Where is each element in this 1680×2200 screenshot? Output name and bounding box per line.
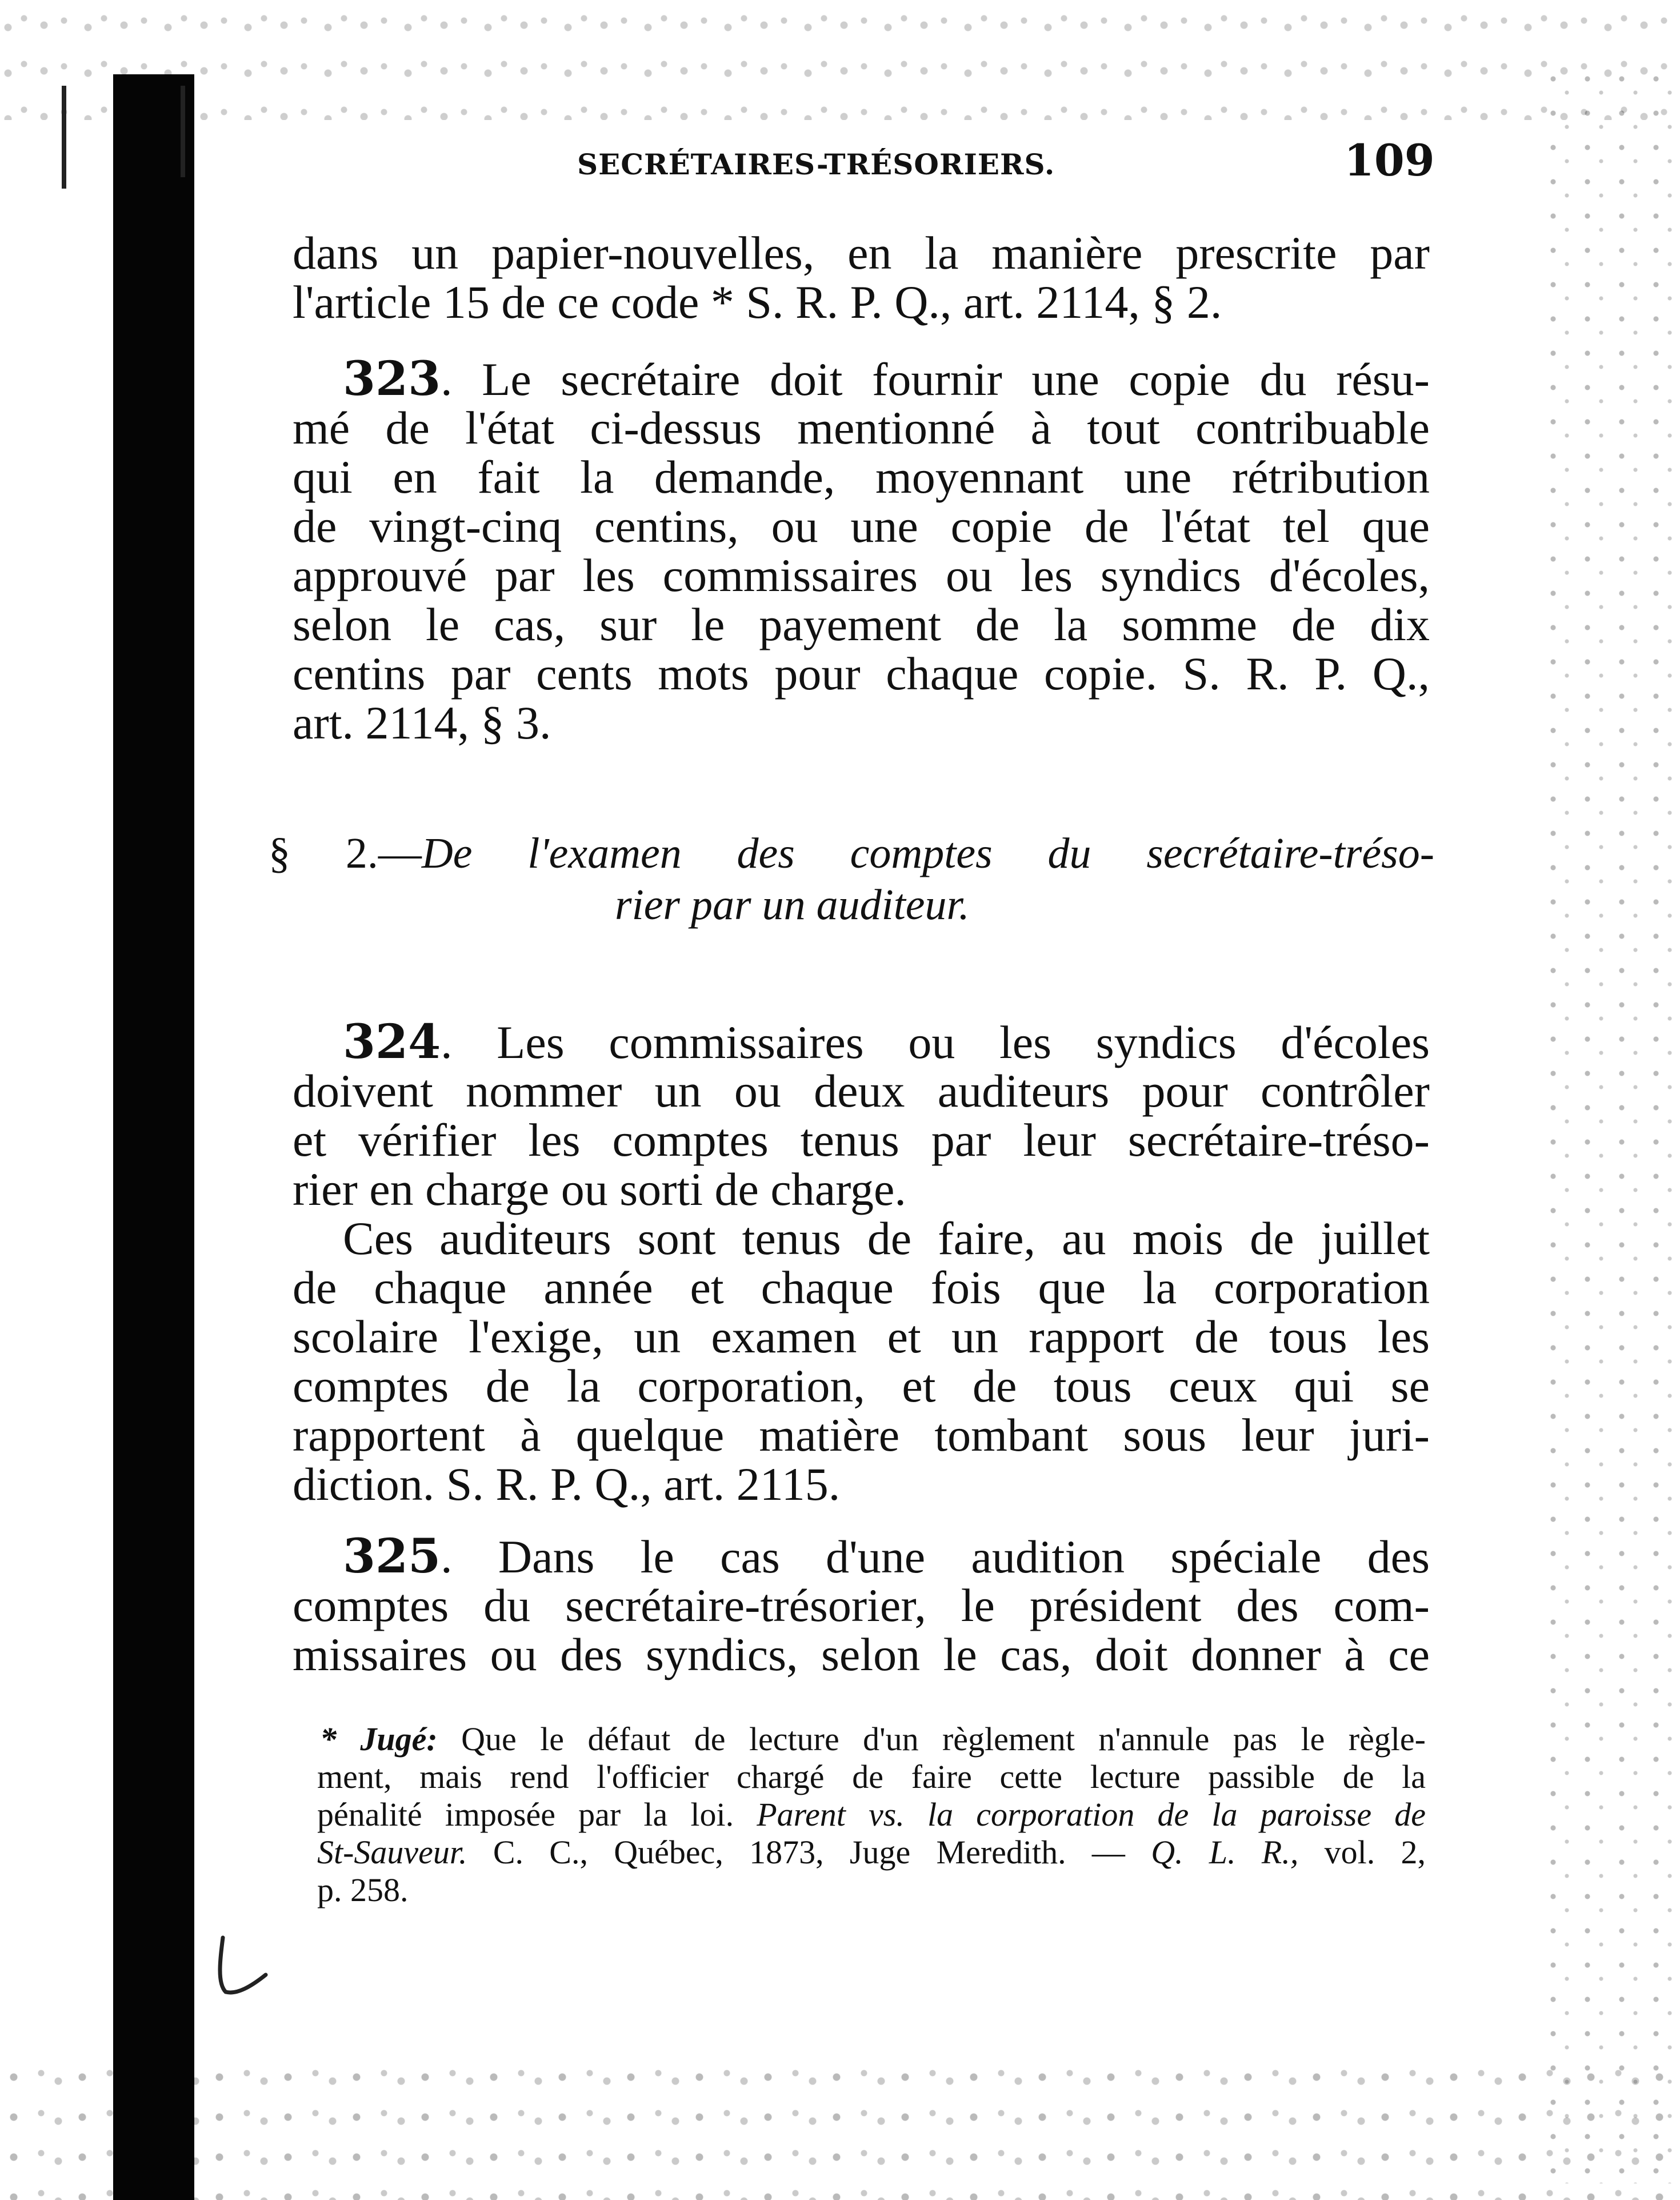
page-number: 109	[1344, 135, 1435, 186]
text-line: qui en fait la demande, moyennant une rétribution	[293, 451, 1430, 503]
footnote-line: St-Sauveur. C. C., Québec, 1873, Juge Meredith. — Q. L. R., vol. 2,	[317, 1834, 1426, 1871]
text-line: rier en charge ou sorti de charge.	[293, 1163, 906, 1215]
footnote-line: ment, mais rend l'officier chargé de faire cette lecture passible de la	[317, 1758, 1426, 1795]
article-number: 325	[343, 1529, 441, 1584]
page-edge-mark	[181, 86, 185, 177]
text-line: l'article 15 de ce code * S. R. P. Q., art. 2114, § 2.	[293, 276, 1222, 328]
text-line: doivent nommer un ou deux auditeurs pour contrôler	[293, 1065, 1430, 1117]
footnote-marker: * Jugé:	[320, 1720, 438, 1758]
text-line: dans un papier-nouvelles, en la manière prescrite par	[293, 227, 1430, 279]
text-line: missaires ou des syndics, selon le cas, doit donner à ce	[293, 1628, 1430, 1680]
page-edge-mark	[62, 86, 66, 189]
scan-noise-right	[1543, 69, 1680, 2183]
article-323-first-line: 323. Le secrétaire doit fournir une copie du résu-	[343, 352, 1430, 406]
section-heading: § 2.—De l'examen des comptes du secrétaire-tréso-	[269, 829, 1435, 877]
footnote-line: p. 258.	[317, 1871, 409, 1908]
text-line: selon le cas, sur le payement de la somme de dix	[293, 598, 1430, 650]
article-number: 324	[343, 1015, 441, 1069]
section-heading-continued: rier par un auditeur.	[615, 881, 970, 929]
footnote-line: pénalité imposée par la loi. Parent vs. la corporation de la paroisse de	[317, 1796, 1426, 1833]
scan-noise-top	[0, 0, 1680, 120]
text-line: centins par cents mots pour chaque copie. S. R. P. Q.,	[293, 648, 1430, 700]
text-line: comptes du secrétaire-trésorier, le président des com-	[293, 1579, 1430, 1631]
text-line: et vérifier les comptes tenus par leur secrétaire-tréso-	[293, 1114, 1430, 1166]
text-line: comptes de la corporation, et de tous ceux qui se	[293, 1360, 1430, 1412]
article-325-first-line: 325. Dans le cas d'une audition spéciale des	[343, 1529, 1430, 1584]
text-line: de chaque année et chaque fois que la corporation	[293, 1261, 1430, 1313]
running-header-title: SECRÉTAIRES-TRÉSORIERS.	[577, 147, 1055, 181]
scan-noise-bottom	[0, 2057, 1680, 2200]
text-line: Ces auditeurs sont tenus de faire, au mois de juillet	[343, 1212, 1430, 1264]
footnote-first-line: * Jugé: Que le défaut de lecture d'un règlement n'annule pas le règle-	[320, 1720, 1426, 1758]
text-line: de vingt-cinq centins, ou une copie de l'état tel que	[293, 500, 1430, 552]
article-number: 323	[343, 352, 441, 406]
text-line: approuvé par les commissaires ou les syndics d'écoles,	[293, 549, 1430, 601]
pencil-mark-icon	[211, 1932, 274, 2001]
text-line: rapportent à quelque matière tombant sous leur juri-	[293, 1409, 1430, 1461]
text-line: scolaire l'exige, un examen et un rapport de tous les	[293, 1311, 1430, 1363]
article-324-first-line: 324. Les commissaires ou les syndics d'écoles	[343, 1015, 1430, 1069]
text-line: diction. S. R. P. Q., art. 2115.	[293, 1458, 841, 1510]
binding-shadow	[113, 74, 194, 2200]
text-line: mé de l'état ci-dessus mentionné à tout contribuable	[293, 402, 1430, 454]
text-line: art. 2114, § 3.	[293, 697, 551, 749]
